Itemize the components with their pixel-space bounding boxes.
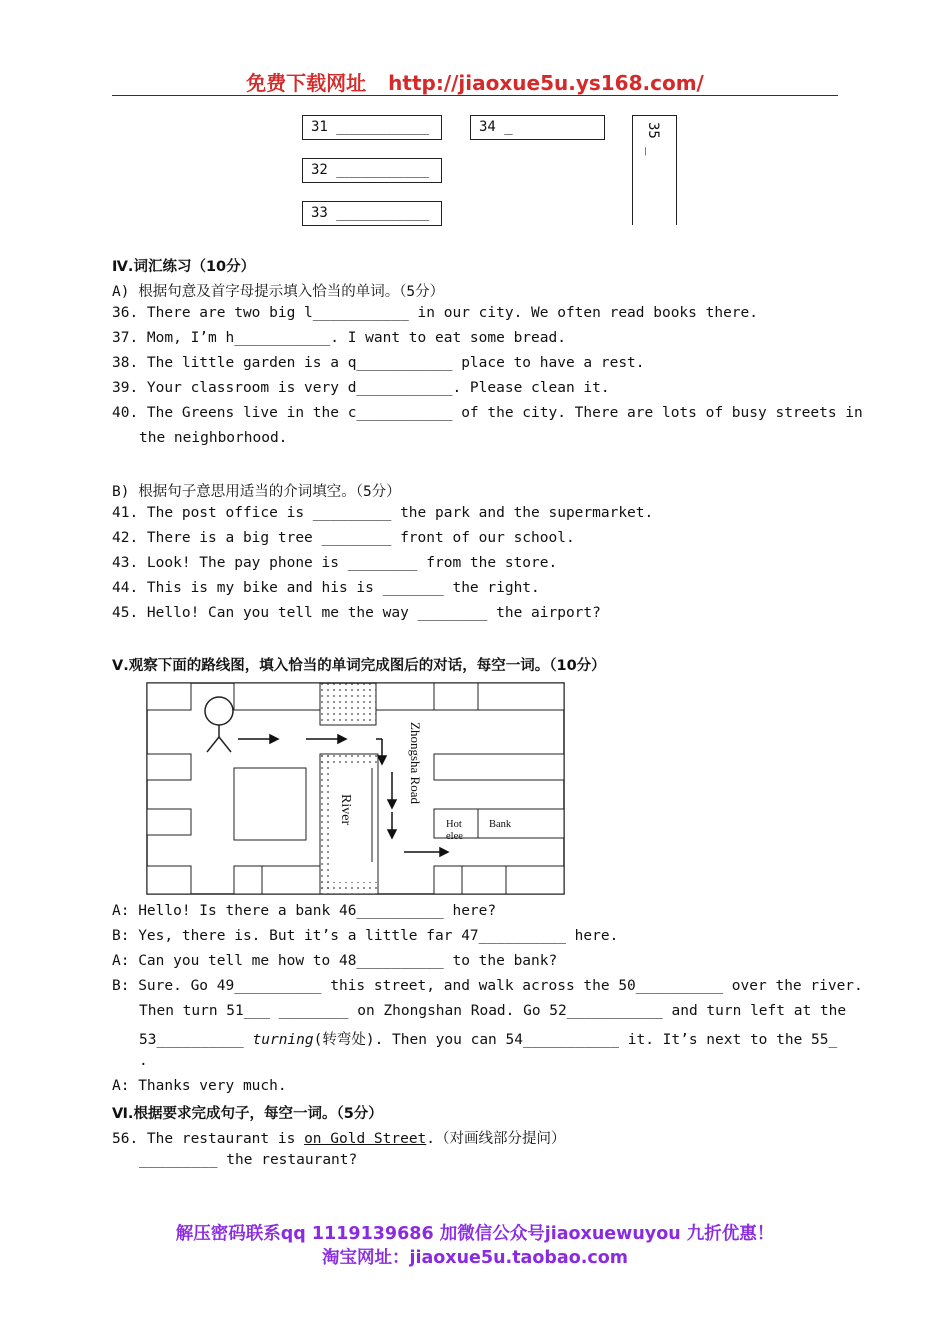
dialogue-line-6 [139,1028,837,1049]
answer-box-33 [302,201,442,226]
footer-taobao-link[interactable]: 淘宝网址：jiaoxue5u.taobao.com [321,1248,629,1268]
dialogue-line-6-end: (转弯处). Then you can 54___________ it. It’s next to the 55_ [313,1032,838,1048]
question-44: 44. This is my bike and his is _______ the right. [112,580,540,596]
map-block [462,866,506,894]
map-dotted-area [320,683,376,725]
dialogue-line-1: A: Hello! Is there a bank 46__________ here? [112,903,497,919]
dialogue-line-3: A: Can you tell me how to 48__________ to the bank? [112,953,558,969]
map-block [147,809,191,835]
header-url-link[interactable]: http://jiaoxue5u.ys168.com/ [388,71,704,95]
question-40-continued: the neighborhood. [139,430,288,446]
map-hotel-label: Hot [446,819,462,830]
map-river-label: River [338,794,353,826]
map-block [434,754,564,780]
section-4b-instruction: B) 根据句子意思用适当的介词填空。（5分） [112,484,401,500]
question-56 [112,1127,566,1148]
footer-contact: 解压密码联系qq 1119139686 加微信公众号jiaoxuewuyou 九折优惠！ [175,1224,775,1244]
map-road-label: Zhongsha Road [408,722,423,804]
map-block [147,683,191,710]
section-6-heading: Ⅵ.根据要求完成句子，每空一词。（5分） [112,1106,383,1122]
map-block [147,866,191,894]
map-block [506,866,564,894]
answer-box-34-text: 34 _ [479,119,513,135]
dialogue-line-5: Then turn 51___ ________ on Zhongshan Road. Go 52___________ and turn left at the [139,1003,847,1019]
answer-box-35-text: 35 _ [645,122,661,156]
answer-box-32-text: 32 ___________ [311,162,430,178]
header-label: 免费下载网址 [246,71,367,95]
route-map [146,682,566,896]
map-river-bank-dots [320,754,330,894]
dialogue-line-4: B: Sure. Go 49__________ this street, and walk across the 50__________ over the river. [112,978,863,994]
answer-box-34 [470,115,605,140]
answer-box-31 [302,115,442,140]
question-45: 45. Hello! Can you tell me the way ________ the airport? [112,605,601,621]
question-36: 36. There are two big l___________ in our city. We often read books there. [112,305,759,321]
section-4a-instruction: A) 根据句意及首字母提示填入恰当的单词。（5分） [112,284,445,300]
answer-box-32 [302,158,442,183]
map-bank-label: Bank [489,819,512,830]
question-39: 39. Your classroom is very d___________. Please clean it. [112,380,610,396]
map-block [234,768,306,840]
question-38: 38. The little garden is a q___________ place to have a rest. [112,355,645,371]
dialogue-line-6-start: 53__________ [139,1032,253,1048]
map-block [478,683,564,710]
question-56-start: 56. The restaurant is [112,1131,305,1147]
question-56-underlined: on Gold Street [304,1131,427,1147]
map-river-bank-dots [320,882,378,894]
page-header [0,67,950,96]
dialogue-line-7: . [139,1053,148,1069]
map-block [234,683,320,710]
answer-box-31-text: 31 ___________ [311,119,430,135]
map-block [262,866,320,894]
question-41: 41. The post office is _________ the park and the supermarket. [112,505,654,521]
map-hotel-label-2: elee [446,831,463,842]
dialogue-turning-word: turning [252,1032,314,1048]
header-divider [112,95,838,96]
map-river-bank-dots [320,754,378,764]
section-4-heading: Ⅳ.词汇练习（10分） [112,259,256,275]
section-5-heading: Ⅴ.观察下面的路线图，填入恰当的单词完成图后的对话，每空一词。（10分） [112,658,606,674]
question-37: 37. Mom, I’m h___________. I want to eat some bread. [112,330,566,346]
map-block [376,683,434,710]
question-42: 42. There is a big tree ________ front of our school. [112,530,575,546]
question-43: 43. Look! The pay phone is ________ from the store. [112,555,558,571]
map-block [434,866,462,894]
map-block [434,683,478,710]
question-40: 40. The Greens live in the c___________ of the city. There are lots of busy streets in [112,405,863,421]
map-block [234,866,262,894]
dialogue-line-2: B: Yes, there is. But it’s a little far 47__________ here. [112,928,619,944]
question-56-end: .（对画线部分提问） [426,1131,566,1147]
answer-box-35 [632,115,677,225]
question-56-answer: _________ the restaurant? [139,1152,358,1168]
dialogue-line-8: A: Thanks very much. [112,1078,287,1094]
answer-box-33-text: 33 ___________ [311,205,430,221]
map-block [147,754,191,780]
